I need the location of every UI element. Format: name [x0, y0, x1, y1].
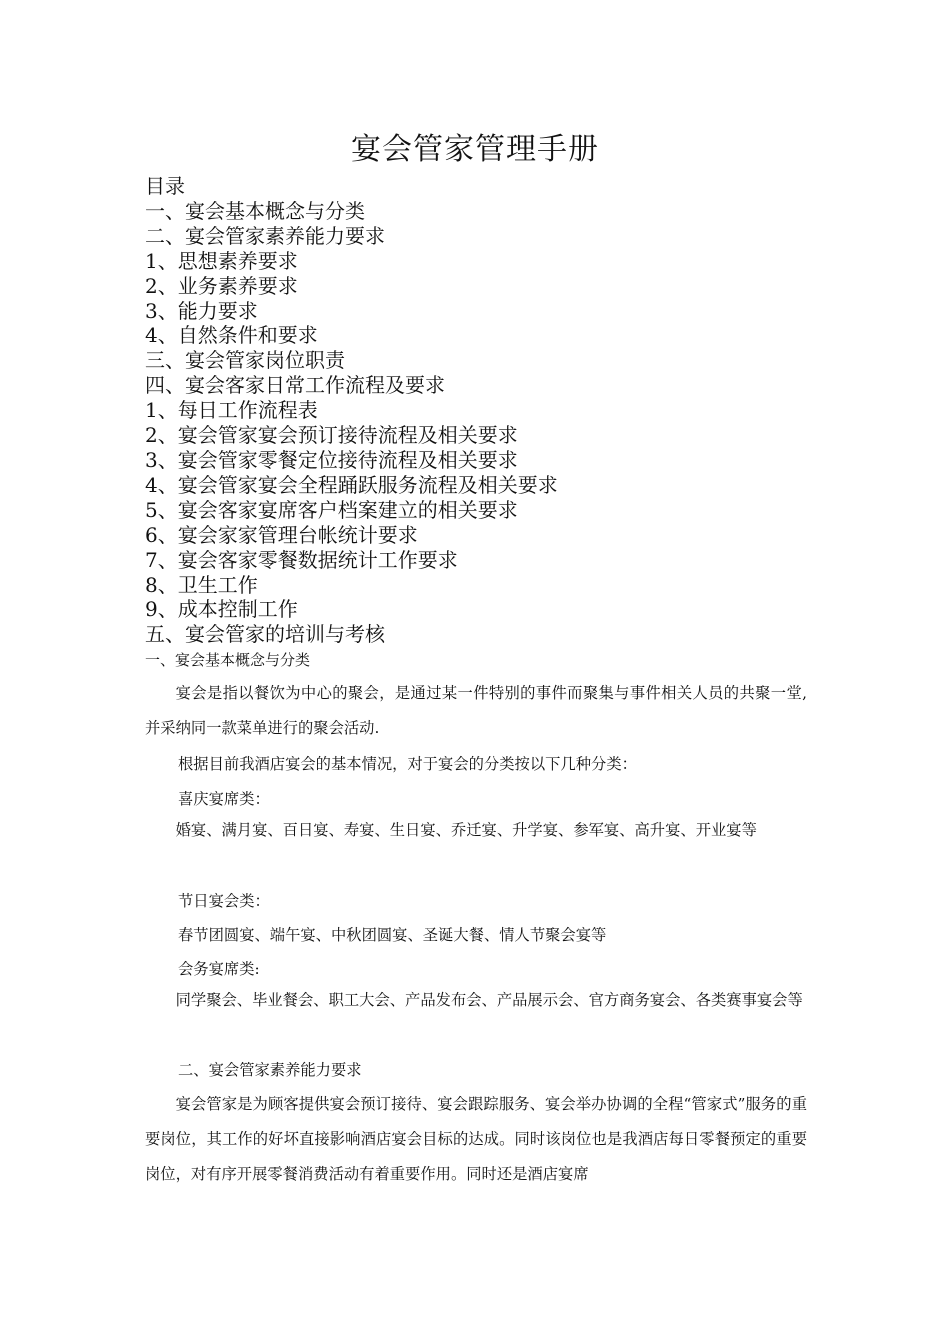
category-label: 节日宴会类：: [178, 892, 270, 910]
toc-item: 2、宴会管家宴会预订接待流程及相关要求: [145, 423, 518, 448]
toc-item: 1、每日工作流程表: [145, 398, 318, 423]
category-items: 同学聚会、毕业餐会、职工大会、产品发布会、产品展示会、官方商务宴会、各类赛事宴会等: [175, 991, 803, 1009]
section-heading-2: 二、宴会管家素养能力要求: [178, 1061, 362, 1079]
toc-item: 7、宴会客家零餐数据统计工作要求: [145, 547, 458, 572]
toc-item: 3、能力要求: [145, 298, 258, 323]
paragraph: 宴会管家是为顾客提供宴会预订接待、宴会跟踪服务、宴会举办协调的全程“管家式”服务的重要岗位，其工作的好坏直接影响酒店宴会目标的达成。同时该岗位也是我酒店每日零餐预定的重要岗位，对有序开展零餐消费活动有着重要作用。同时还是酒店宴席: [145, 1095, 807, 1183]
toc-item: 5、宴会客家宴席客户档案建立的相关要求: [145, 497, 518, 522]
toc-item: 4、宴会管家宴会全程踊跃服务流程及相关要求: [145, 472, 558, 497]
toc-item: 3、宴会管家零餐定位接待流程及相关要求: [145, 447, 518, 472]
toc-label: 目录: [145, 174, 185, 198]
category-items: 春节团圆宴、端午宴、中秋团圆宴、圣诞大餐、情人节聚会宴等: [178, 926, 607, 944]
category-label: 喜庆宴席类：: [178, 790, 270, 808]
toc-item: 五、宴会管家的培训与考核: [145, 622, 385, 647]
category-label: 会务宴席类:: [178, 960, 260, 978]
toc-item: 2、业务素养要求: [145, 273, 298, 298]
paragraph: 宴会是指以餐饮为中心的聚会，是通过某一件特别的事件而聚集与事件相关人员的共聚一堂,并采纳同一款菜单进行的聚会活动.: [145, 684, 807, 737]
toc-item: 一、宴会基本概念与分类: [145, 198, 365, 223]
toc-item: 四、宴会客家日常工作流程及要求: [145, 373, 445, 398]
toc-item: 4、自然条件和要求: [145, 323, 318, 348]
table-of-contents: [145, 174, 845, 647]
toc-item: 8、卫生工作: [145, 572, 258, 597]
paragraph: 根据目前我酒店宴会的基本情况，对于宴会的分类按以下几种分类：: [178, 755, 637, 773]
document-title: 宴会管家管理手册: [351, 132, 599, 167]
category-items: 婚宴、满月宴、百日宴、寿宴、生日宴、乔迁宴、升学宴、参军宴、高升宴、开业宴等: [175, 821, 757, 839]
toc-item: 9、成本控制工作: [145, 597, 298, 622]
toc-item: 1、思想素养要求: [145, 248, 298, 273]
section-heading-1: 一、宴会基本概念与分类: [145, 651, 311, 669]
toc-item: 二、宴会管家素养能力要求: [145, 223, 385, 248]
toc-item: 三、宴会管家岗位职责: [145, 348, 345, 373]
toc-item: 6、宴会家家管理台帐统计要求: [145, 522, 418, 547]
